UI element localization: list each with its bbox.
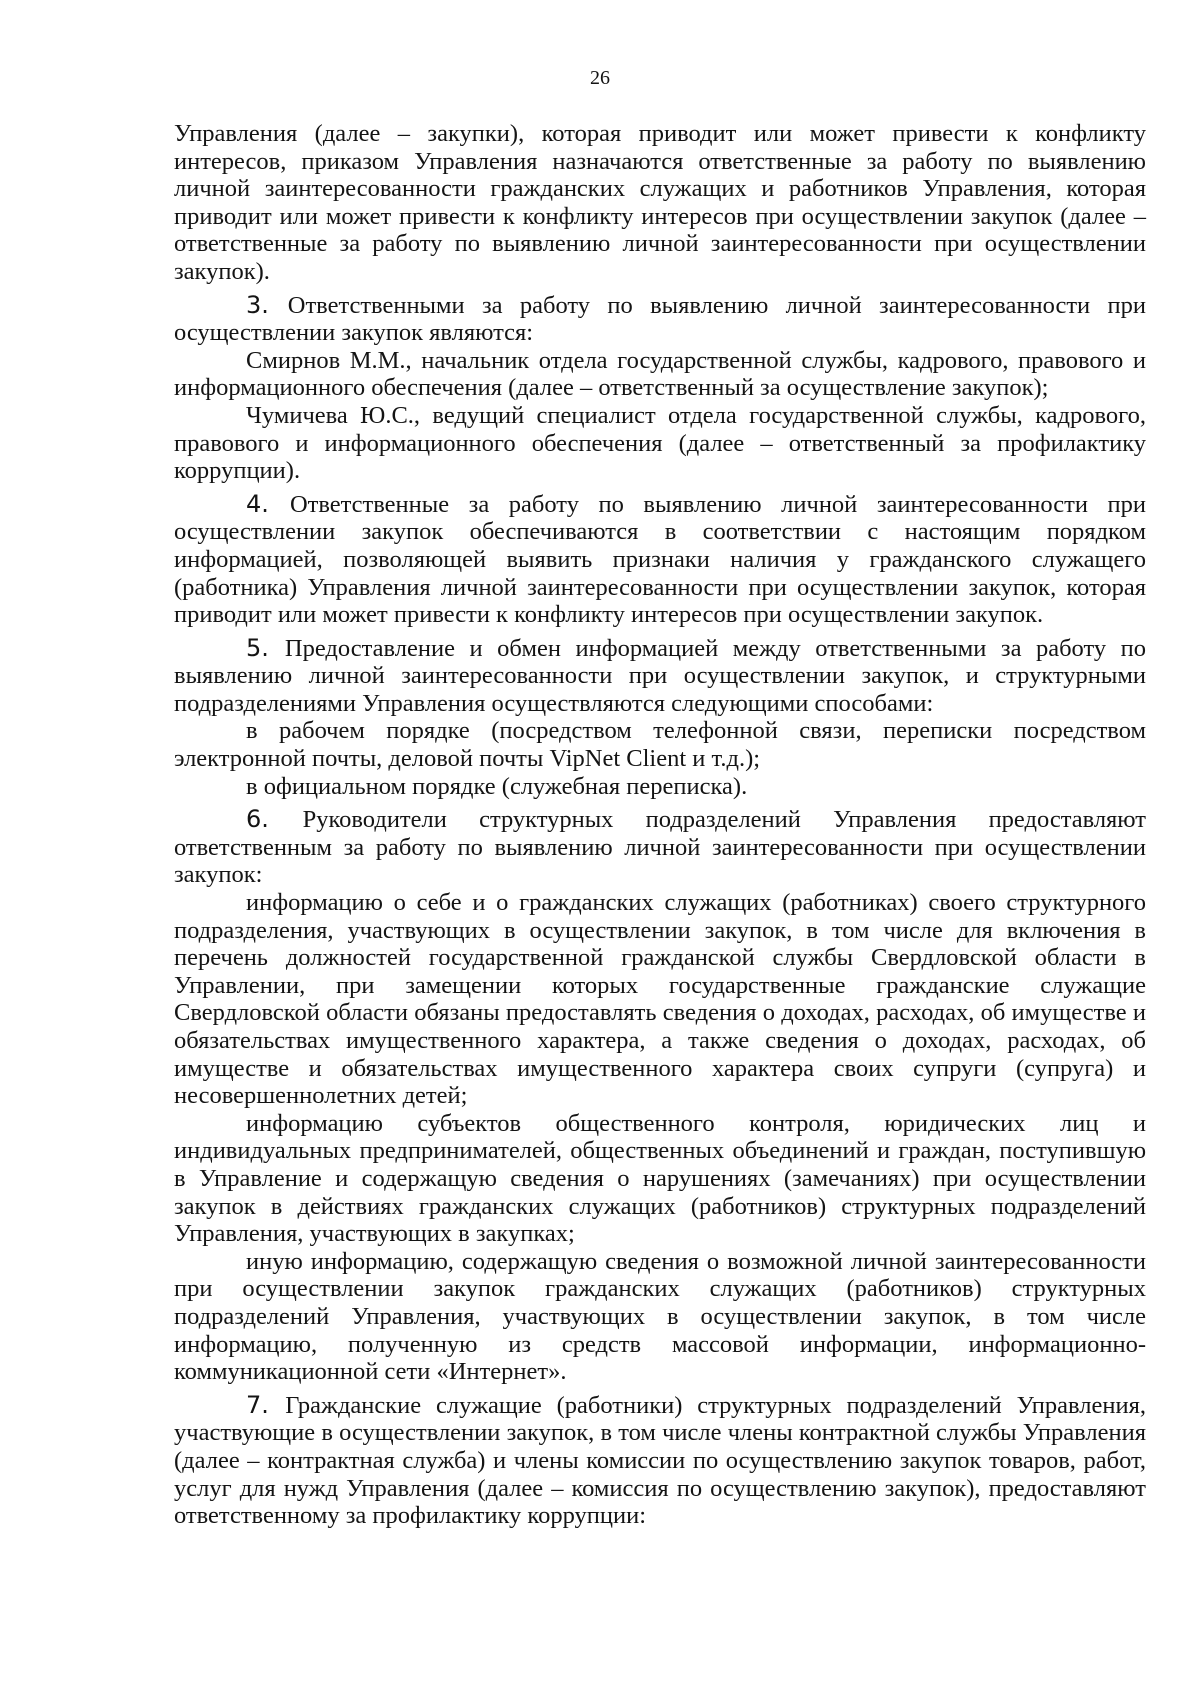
paragraph-continuation	[174, 120, 1146, 286]
paragraph-official-order	[174, 773, 1146, 801]
paragraph-item-6	[174, 806, 1146, 889]
paragraph-text: в рабочем порядке (посредством телефонной связи, переписки посредством электронной почты, деловой почты VipNet Client и т.д.);	[174, 717, 1146, 773]
page-number: 26	[590, 67, 610, 89]
paragraph-text: Предоставление и обмен информацией между ответственными за работу по выявлению личной заинтересованности при осуществлении закупок, и структурными подразделениями Управления осуществляются следующими способами:	[174, 634, 1146, 717]
paragraph-item-7	[174, 1392, 1146, 1530]
paragraph-item-3	[174, 292, 1146, 347]
item-number: 7.	[246, 1390, 286, 1419]
paragraph-text: в официальном порядке (служебная переписка).	[246, 772, 748, 800]
paragraph-chumicheva	[174, 402, 1146, 485]
item-number: 4.	[246, 489, 290, 518]
item-number: 6.	[246, 805, 303, 834]
paragraph-smirnov	[174, 347, 1146, 402]
paragraph-item-4	[174, 491, 1146, 629]
paragraph-working-order	[174, 717, 1146, 772]
paragraph-text: Руководители структурных подразделений Управления предоставляют ответственным за работу по выявлению личной заинтересованности при осуществлении закупок:	[174, 806, 1146, 889]
paragraph-item-5	[174, 635, 1146, 718]
paragraph-text: иную информацию, содержащую сведения о возможной личной заинтересованности при осуществлении закупок гражданских служащих (работников) структурных подразделений Управления, участвующих в осуществлении закупок, в том числе информацию, полученную из средств массовой информации, информационно-коммуникационной сети «Интернет».	[174, 1247, 1146, 1386]
paragraph-text: Гражданские служащие (работники) структурных подразделений Управления, участвующие в осуществлении закупок, в том числе члены контрактной службы Управления (далее – контрактная служба) и члены комиссии по осуществлению закупок товаров, работ, услуг для нужд Управления (далее – комиссия по осуществлению закупок), предоставляют ответственному за профилактику коррупции:	[174, 1391, 1146, 1530]
paragraph-text: информацию субъектов общественного контроля, юридических лиц и индивидуальных предпринимателей, общественных объединений и граждан, поступившую в Управление и содержащую сведения о нарушениях (замечаниях) при осуществлении закупок в действиях гражданских служащих (работников) структурных подразделений Управления, участвующих в закупках;	[174, 1109, 1146, 1248]
paragraph-text: Управления (далее – закупки), которая приводит или может привести к конфликту интересов, приказом Управления назначаются ответственные за работу по выявлению личной заинтересованности гражданских служащих и работников Управления, которая приводит или может привести к конфликту интересов при осуществлении закупок (далее – ответственные за работу по выявлению личной заинтересованности при осуществлении закупок).	[174, 120, 1146, 285]
item-number: 5.	[246, 633, 285, 662]
item-number: 3.	[246, 290, 288, 319]
paragraph-info-other	[174, 1248, 1146, 1386]
document-body	[174, 120, 1146, 1530]
paragraph-info-subjects	[174, 1110, 1146, 1248]
paragraph-text: Ответственными за работу по выявлению личной заинтересованности при осуществлении закупок являются:	[174, 291, 1146, 347]
paragraph-text: Смирнов М.М., начальник отдела государственной службы, кадрового, правового и информационного обеспечения (далее – ответственный за осуществление закупок);	[174, 346, 1146, 402]
paragraph-text: Чумичева Ю.С., ведущий специалист отдела государственной службы, кадрового, правового и информационного обеспечения (далее – ответственный за профилактику коррупции).	[174, 401, 1146, 485]
paragraph-text: информацию о себе и о гражданских служащих (работниках) своего структурного подразделения, участвующих в осуществлении закупок, в том числе для включения в перечень должностей государственной гражданской службы Свердловской области в Управлении, при замещении которых государственные гражданские служащие Свердловской области обязаны предоставлять сведения о доходах, расходах, об имуществе и обязательствах имущественного характера, а также сведения о доходах, расходах, об имуществе и обязательствах имущественного характера своих супруги (супруга) и несовершеннолетних детей;	[174, 889, 1146, 1110]
paragraph-info-self	[174, 889, 1146, 1110]
paragraph-text: Ответственные за работу по выявлению личной заинтересованности при осуществлении закупок обеспечиваются в соответствии с настоящим порядком информацией, позволяющей выявить признаки наличия у гражданского служащего (работника) Управления личной заинтересованности при осуществлении закупок, которая приводит или может привести к конфликту интересов при осуществлении закупок.	[174, 490, 1146, 629]
